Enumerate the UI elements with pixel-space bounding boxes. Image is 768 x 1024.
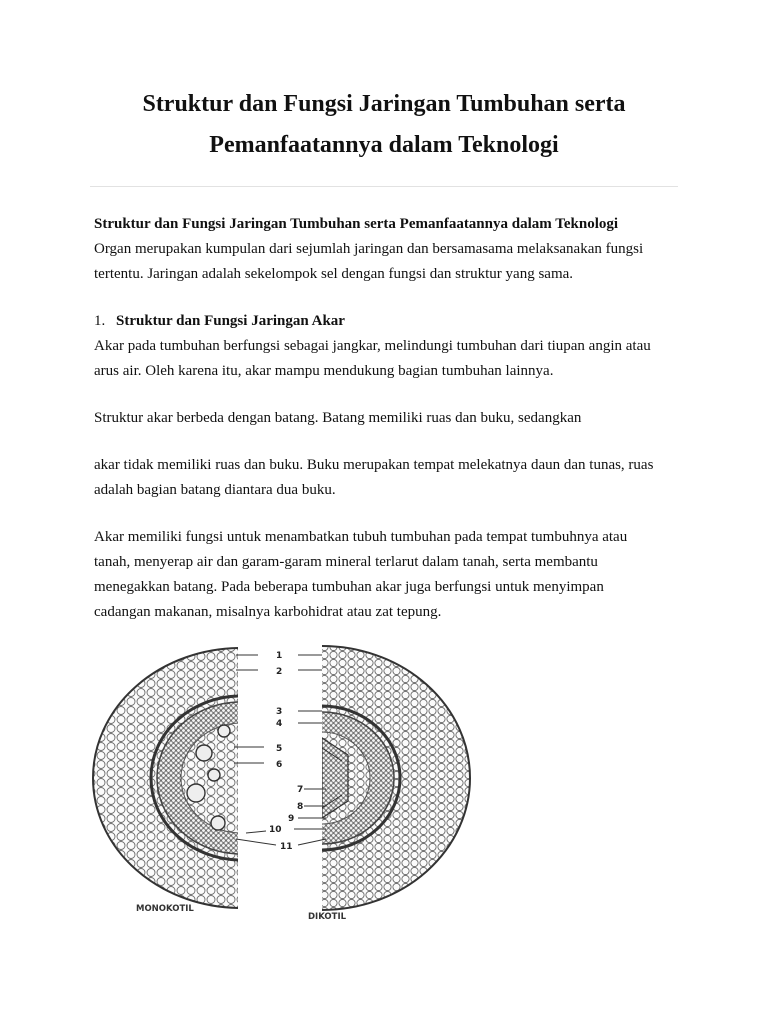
caption-monocot: MONOKOTIL xyxy=(136,904,194,914)
label-8: 8 xyxy=(297,802,304,812)
label-1: 1 xyxy=(276,651,283,661)
label-2: 2 xyxy=(276,667,283,677)
caption-dicot: DIKOTIL xyxy=(308,912,347,922)
title-line-1: Struktur dan Fungsi Jaringan Tumbuhan serta xyxy=(142,91,626,117)
label-5: 5 xyxy=(276,744,283,754)
section-1-p4-line-1: Akar memiliki fungsi untuk menambatkan tubuh tumbuhan pada tempat tumbuhnya atau xyxy=(94,529,628,545)
section-1-p2-line-1: Struktur akar berbeda dengan batang. Batang memiliki ruas dan buku, sedangkan xyxy=(94,410,582,426)
page-title xyxy=(90,84,678,166)
section-1-p4-line-3: menegakkan batang. Pada beberapa tumbuhan akar juga berfungsi untuk menyimpan xyxy=(94,579,604,595)
intro-line-1: Organ merupakan kumpulan dari sejumlah jaringan dan bersamasama melaksanakan fungsi xyxy=(94,241,644,257)
title-divider xyxy=(90,186,678,187)
section-1-p3-line-1: akar tidak memiliki ruas dan buku. Buku merupakan tempat melekatnya daun dan tunas, ruas xyxy=(94,457,654,473)
section-1-title: Struktur dan Fungsi Jaringan Akar xyxy=(116,313,345,329)
section-1-p4-line-4: cadangan makanan, misalnya karbohidrat atau zat tepung. xyxy=(94,604,442,620)
label-7: 7 xyxy=(297,785,304,795)
section-1-heading xyxy=(94,309,684,334)
intro-line-2: tertentu. Jaringan adalah sekelompok sel dengan fungsi dan struktur yang sama. xyxy=(94,266,574,282)
root-cross-section-svg xyxy=(86,643,486,923)
intro-heading: Struktur dan Fungsi Jaringan Tumbuhan serta Pemanfaatannya dalam Teknologi xyxy=(94,216,619,232)
section-1-number: 1. xyxy=(94,313,106,329)
title-line-2: Pemanfaatannya dalam Teknologi xyxy=(209,132,559,158)
article-body xyxy=(94,212,684,625)
root-cross-section-figure xyxy=(86,643,486,923)
section-1-p3-line-2: adalah bagian batang diantara dua buku. xyxy=(94,482,336,498)
label-4: 4 xyxy=(276,719,283,729)
section-1-p1-line-2: arus air. Oleh karena itu, akar mampu mendukung bagian tumbuhan lainnya. xyxy=(94,363,554,379)
section-1-p4-line-2: tanah, menyerap air dan garam-garam mineral terlarut dalam tanah, serta membantu xyxy=(94,554,598,570)
section-1-p1-line-1: Akar pada tumbuhan berfungsi sebagai jangkar, melindungi tumbuhan dari tiupan angin atau xyxy=(94,338,651,354)
figure-labels xyxy=(234,651,326,852)
label-11: 11 xyxy=(280,842,293,852)
label-9: 9 xyxy=(288,814,295,824)
label-10: 10 xyxy=(269,825,282,835)
label-3: 3 xyxy=(276,707,283,717)
label-6: 6 xyxy=(276,760,283,770)
